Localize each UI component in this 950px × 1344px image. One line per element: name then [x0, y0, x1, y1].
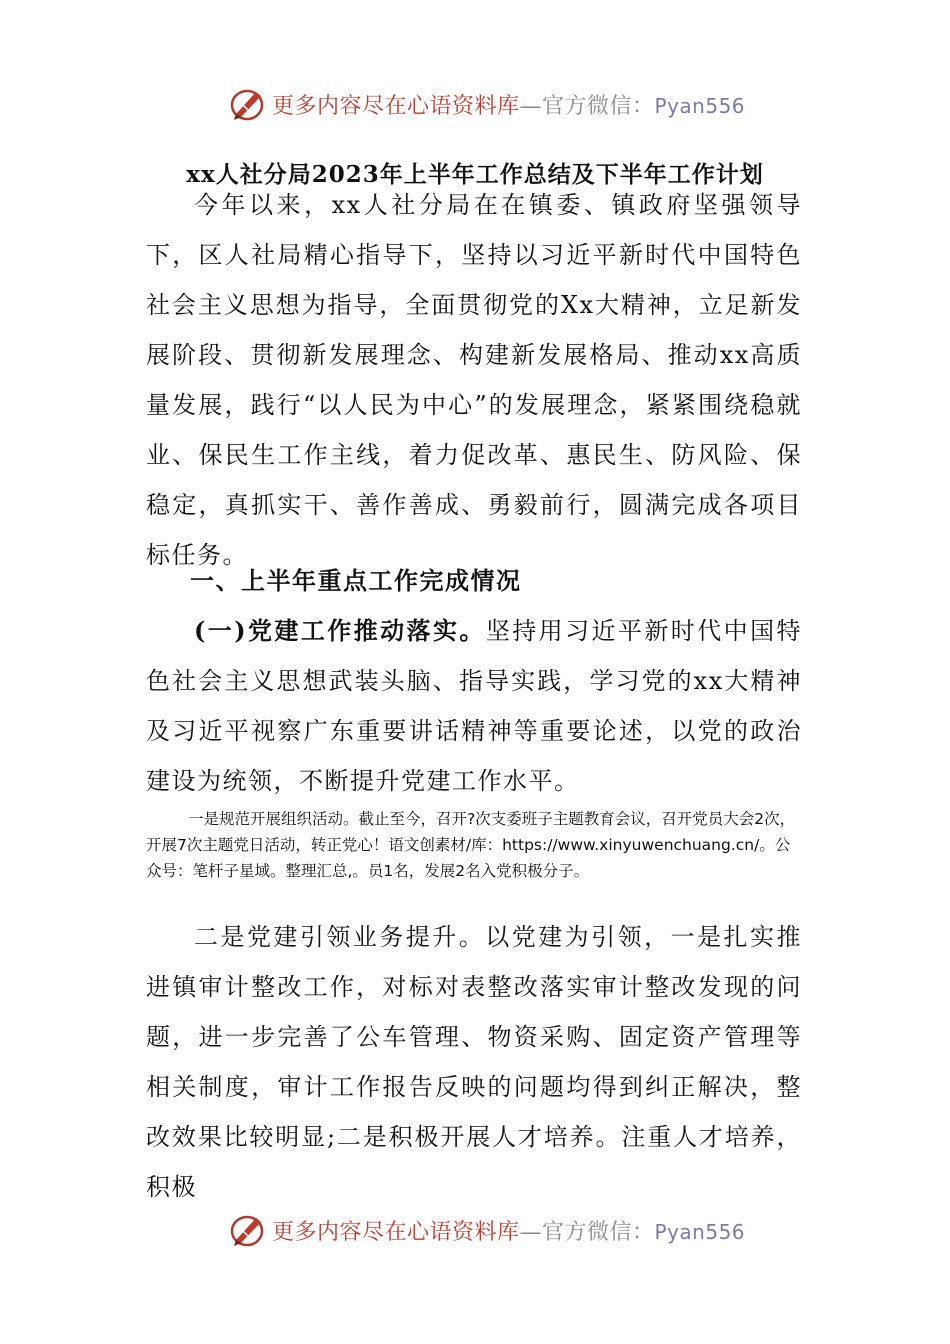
section-heading: 一、上半年重点工作完成情况 [190, 566, 522, 595]
item-two-paragraph: 二是党建引领业务提升。以党建为引领，一是扎实推进镇审计整改工作，对标对表整改落实审计整改发现的问题，进一步完善了公车管理、物资采购、固定资产管理等相关制度，审计工作报告反映的问题均得到纠正解决，整改效果比较明显;二是积极开展人才培养。注重人才培养，积极 [146, 923, 802, 1201]
wechat-id: Pyan556 [654, 93, 746, 118]
official-label: 官方微信： [542, 93, 655, 119]
wechat-id: Pyan556 [654, 1219, 746, 1244]
watermark-banner-top [228, 82, 748, 126]
pen-logo-icon [228, 1210, 268, 1250]
separator: — [519, 93, 543, 119]
subsection-body: 坚持用习近平新时代中国特色社会主义思想武装头脑、指导实践，学习党的xx大精神及习近平视察广东重要讲话精神等重要论述，以党的政治建设为统领，不断提升党建工作水平。 [146, 617, 803, 795]
separator: — [519, 1219, 543, 1245]
watermark-banner-bottom [228, 1208, 748, 1252]
pen-logo-icon [228, 84, 268, 124]
official-label: 官方微信： [542, 1219, 655, 1245]
document-title: xx人社分局2023年上半年工作总结及下半年工作计划 [186, 161, 764, 188]
item-one-paragraph: 一是规范开展组织活动。截止至今，召开?次支委班子主题教育会议，召开党员大会2次，开展7次主题党日活动，转正党心！语文创素材/库：https://www.xinyuwenchuang.cn/。公众号：笔杆子星域。整理汇总,。员1名，发展2名入党积极分子。 [146, 810, 796, 880]
subsection-lead: (一)党建工作推动落实。 [194, 616, 486, 645]
brand-text: 更多内容尽在心语资料库 [272, 1219, 520, 1245]
intro-paragraph: 今年以来，xx人社分局在在镇委、镇政府坚强领导下，区人社局精心指导下，坚持以习近平新时代中国特色社会主义思想为指导，全面贯彻党的Xx大精神，立足新发展阶段、贯彻新发展理念、构建新发展格局、推动xx高质量发展，践行“以人民为中心”的发展理念，紧紧围绕稳就业、保民生工作主线，着力促改革、惠民生、防风险、保稳定，真抓实干、善作善成、勇毅前行，圆满完成各项目标任务。 [146, 191, 802, 569]
subsection-paragraph [146, 606, 802, 806]
brand-text: 更多内容尽在心语资料库 [272, 93, 520, 119]
